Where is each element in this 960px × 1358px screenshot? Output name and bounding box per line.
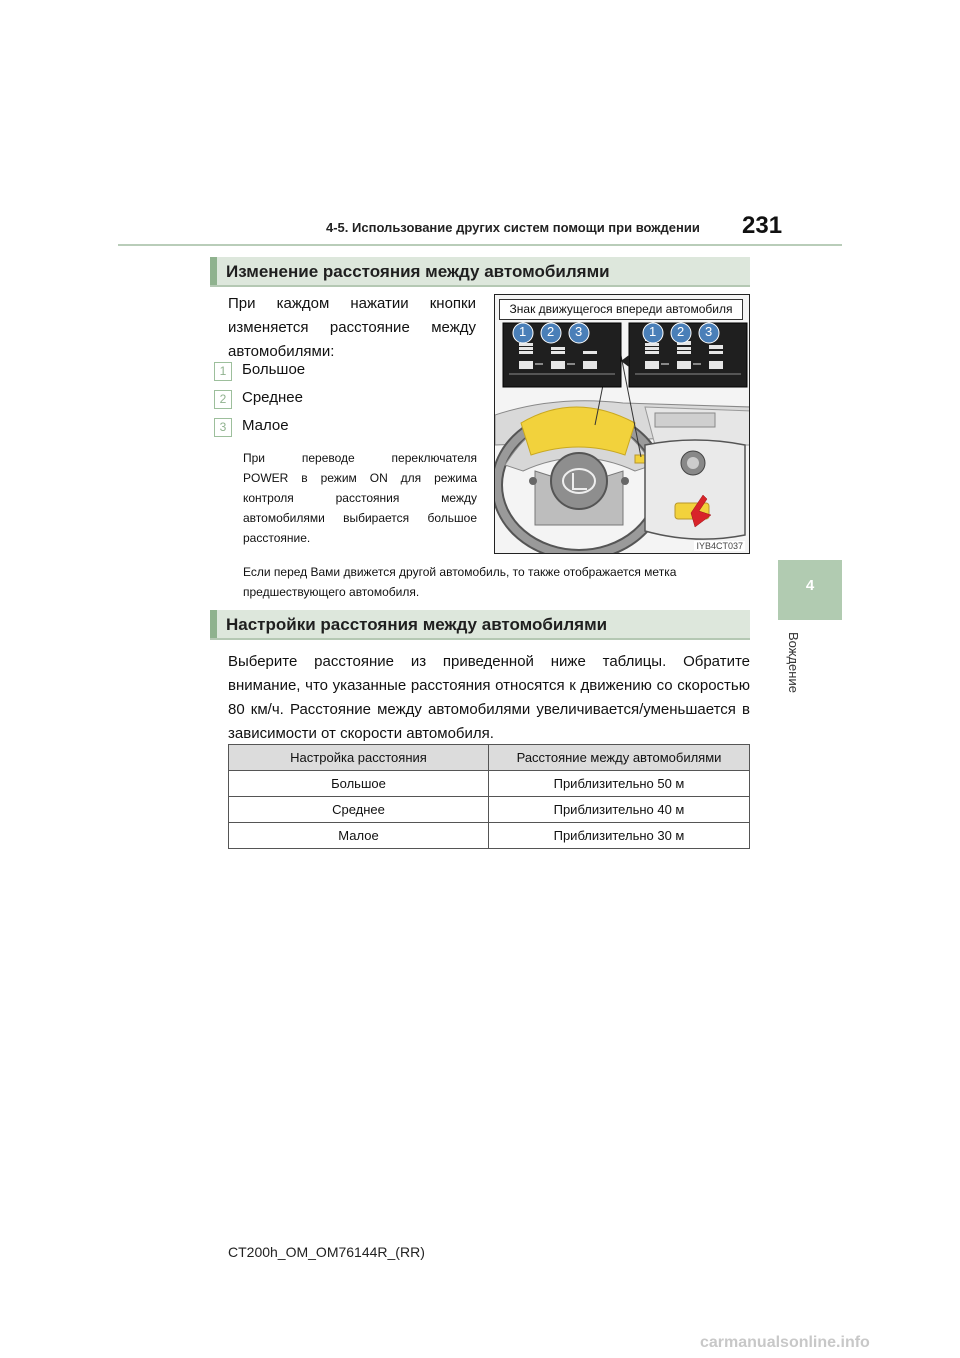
section-heading-2-text: Настройки расстояния между автомобилями xyxy=(226,615,608,634)
settings-paragraph: Выберите расстояние из приведенной ниже таблицы. Обратите внимание, что указанные расстояния относятся к движению со скоростью 80 км/ч. Расстояние между автомобилями увеличивается/уменьшается в зависимости от скорости автомобиля. xyxy=(228,653,750,742)
document-code: CT200h_OM_OM76144R_(RR) xyxy=(228,1244,425,1260)
item-number-badge: 3 xyxy=(214,418,232,437)
item-label: Большое xyxy=(242,361,306,378)
item-number-badge: 1 xyxy=(214,362,232,381)
distance-table xyxy=(228,744,750,849)
steering-wheel-illustration xyxy=(494,294,750,554)
table-row xyxy=(229,771,750,797)
note-line: При переводе переключателя xyxy=(243,451,477,465)
chapter-tab-label: Вождение xyxy=(786,632,801,693)
note-line: POWER в режим ON для режима xyxy=(243,471,477,485)
header-divider xyxy=(118,244,842,246)
figure-caption: Знак движущегося впереди автомобиля xyxy=(499,299,743,320)
power-note xyxy=(243,448,477,548)
intro-line: изменяется расстояние между xyxy=(228,319,476,336)
list-item xyxy=(214,389,474,413)
preceding-vehicle-note: Если перед Вами движется другой автомобиль, то также отображается метка предшествующего автомобиля. xyxy=(243,565,677,599)
list-item xyxy=(214,417,474,441)
note-line: контроля расстояния между xyxy=(243,491,477,505)
table-cell: Большое xyxy=(229,771,489,797)
intro-line: При каждом нажатии кнопки xyxy=(228,295,476,312)
table-header-row xyxy=(229,745,750,771)
figure-number: 2 xyxy=(547,324,555,339)
table-cell: Приблизительно 50 м xyxy=(489,771,750,797)
figure-number: 3 xyxy=(705,324,713,339)
intro-line: автомобилями: xyxy=(228,343,335,360)
section-heading-1-text: Изменение расстояния между автомобилями xyxy=(226,262,610,281)
table-cell: Приблизительно 30 м xyxy=(489,823,750,849)
item-number-badge: 2 xyxy=(214,390,232,409)
item-label: Среднее xyxy=(242,389,303,406)
list-item xyxy=(214,361,474,385)
figure-number: 1 xyxy=(519,324,527,339)
chapter-tab-number: 4 xyxy=(805,577,815,594)
figure-number: 3 xyxy=(575,324,583,339)
figure-number: 1 xyxy=(649,324,657,339)
note-line: автомобилями выбирается большое xyxy=(243,511,477,525)
table-cell: Среднее xyxy=(229,797,489,823)
watermark: carmanualsonline.info xyxy=(700,1334,870,1351)
table-header-cell: Расстояние между автомобилями xyxy=(489,745,750,771)
table-row xyxy=(229,823,750,849)
intro-text xyxy=(228,292,476,364)
running-header: 4-5. Использование других систем помощи при вождении xyxy=(326,220,700,235)
section-heading-1 xyxy=(210,257,750,287)
section-heading-2 xyxy=(210,610,750,640)
table-header-cell: Настройка расстояния xyxy=(229,745,489,771)
page-number: 231 xyxy=(742,212,783,239)
figure-number: 2 xyxy=(677,324,685,339)
note-line: расстояние. xyxy=(243,531,311,545)
table-row xyxy=(229,797,750,823)
table-cell: Приблизительно 40 м xyxy=(489,797,750,823)
figure-number-labels xyxy=(514,324,750,344)
item-label: Малое xyxy=(242,417,289,434)
table-cell: Малое xyxy=(229,823,489,849)
figure-code: IYB4CT037 xyxy=(696,541,743,551)
